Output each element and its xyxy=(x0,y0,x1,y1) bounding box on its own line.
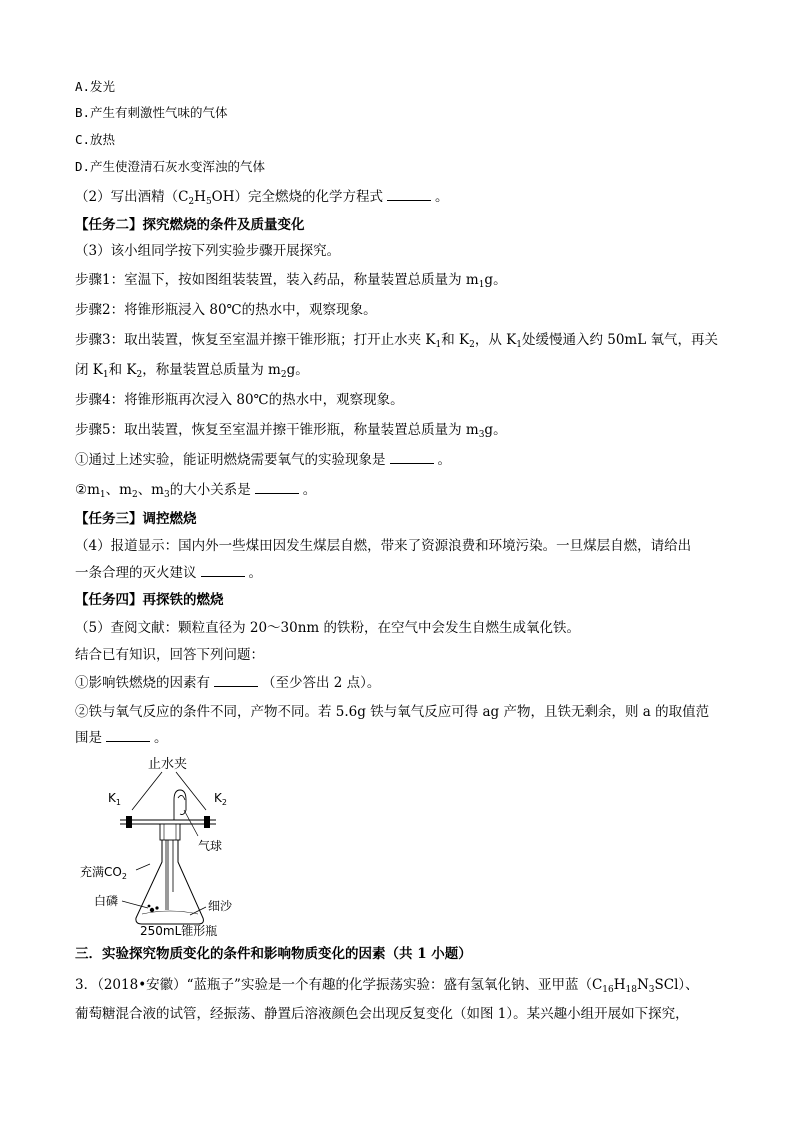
answer-blank[interactable] xyxy=(106,729,150,742)
question-5-intro: 结合已有知识，回答下列问题： xyxy=(75,647,264,663)
task-3-heading: 【任务三】调控燃烧 xyxy=(75,511,197,527)
k2-label: $K_2$ xyxy=(214,791,227,807)
flask-label: 250mL锥形瓶 xyxy=(140,924,218,937)
stopcock-label: 止水夹 xyxy=(148,757,188,772)
question-5-part-2-line-1: ②铁与氧气反应的条件不同，产物不同。若 5.6g 铁与氧气反应可得 ag 产物，且铁无剩余，则 a 的取值范 xyxy=(75,704,710,720)
answer-blank[interactable] xyxy=(387,188,431,201)
conical-flask xyxy=(136,840,204,924)
question-2: （2）写出酒精$(C_2H_5OH)$完全燃烧的化学方程式 。 xyxy=(75,189,449,207)
step-5: 步骤5：取出装置，恢复至室温并擦干锥形瓶，称量装置总质量为 $m_3g$。 xyxy=(75,422,507,440)
question-5: （5）查阅文献：颗粒直径为 20～30nm 的铁粉，在空气中会发生自燃生成氧化铁。 xyxy=(75,620,581,636)
step-3-line-2: 闭 $K_1$和 $K_2$，称量装置总质量为 $m_2g$。 xyxy=(75,362,309,380)
step-4: 步骤4：将锥形瓶再次浸入 80℃的热水中，观察现象。 xyxy=(75,392,404,408)
question-5-part-1: ①影响铁燃烧的因素有 （至少答出 2 点）。 xyxy=(75,675,381,691)
question-3-line-2: 葡萄糖混合液的试管，经振荡、静置后溶液颜色会出现反复变化（如图 1）。某兴趣小组开展如下探究， xyxy=(75,1006,689,1022)
question-3-line-1: 3．（2018•安徽）“蓝瓶子”实验是一个有趣的化学振荡实验：盛有氢氧化钠、亚甲蓝$(C_{16}H_{18}N_3SCl)$、 xyxy=(75,977,699,995)
step-1: 步骤1：室温下，按如图组装装置，装入药品，称量装置总质量为 $m_1g$。 xyxy=(75,272,507,290)
section-3-heading: 三．实验探究物质变化的条件和影响物质变化的因素（共 1 小题） xyxy=(75,946,472,962)
question-3: （3）该小组同学按下列实验步骤开展探究。 xyxy=(75,243,341,259)
k1-label: $K_1$ xyxy=(108,791,121,807)
task-4-heading: 【任务四】再探铁的燃烧 xyxy=(75,592,224,608)
question-4-line-2: 一条合理的灭火建议 。 xyxy=(75,565,262,581)
question-4-line-1: （4）报道显示：国内外一些煤田因发生煤层自燃，带来了资源浪费和环境污染。一旦煤层自燃，请给出 xyxy=(75,538,692,554)
task-2-heading: 【任务二】探究燃烧的条件及质量变化 xyxy=(75,217,305,233)
option-a: A.发光 xyxy=(75,79,116,94)
balloon-label: 气球 xyxy=(198,839,223,853)
option-d: D.产生使澄清石灰水变浑浊的气体 xyxy=(75,159,266,174)
sub-question-1: ①通过上述实验，能证明燃烧需要氧气的实验现象是 。 xyxy=(75,452,451,468)
question-5-part-2-line-2: 围是 。 xyxy=(75,730,168,746)
sub-question-2: $②m_1$、$m_2$、$m_3$的大小关系是 。 xyxy=(75,482,317,500)
balloon-icon xyxy=(174,790,186,820)
answer-blank[interactable] xyxy=(255,481,299,494)
answer-blank[interactable] xyxy=(214,674,258,687)
apparatus-diagram xyxy=(80,752,250,937)
step-2: 步骤2：将锥形瓶浸入 80℃的热水中，观察现象。 xyxy=(75,302,377,318)
option-c: C.放热 xyxy=(75,132,116,147)
answer-blank[interactable] xyxy=(201,564,245,577)
phosphorus-label: 白磷 xyxy=(94,894,119,908)
step-3-line-1: 步骤3：取出装置，恢复至室温并擦干锥形瓶；打开止水夹 $K_1$和 $K_2$，从 $K_1$处缓慢通入约 50mL 氧气，再关 xyxy=(75,332,718,350)
co2-label: 充满$CO_2$ xyxy=(80,865,127,881)
option-b: B.产生有刺激性气味的气体 xyxy=(75,105,228,120)
answer-blank[interactable] xyxy=(390,451,434,464)
sand-label: 细沙 xyxy=(208,899,233,913)
